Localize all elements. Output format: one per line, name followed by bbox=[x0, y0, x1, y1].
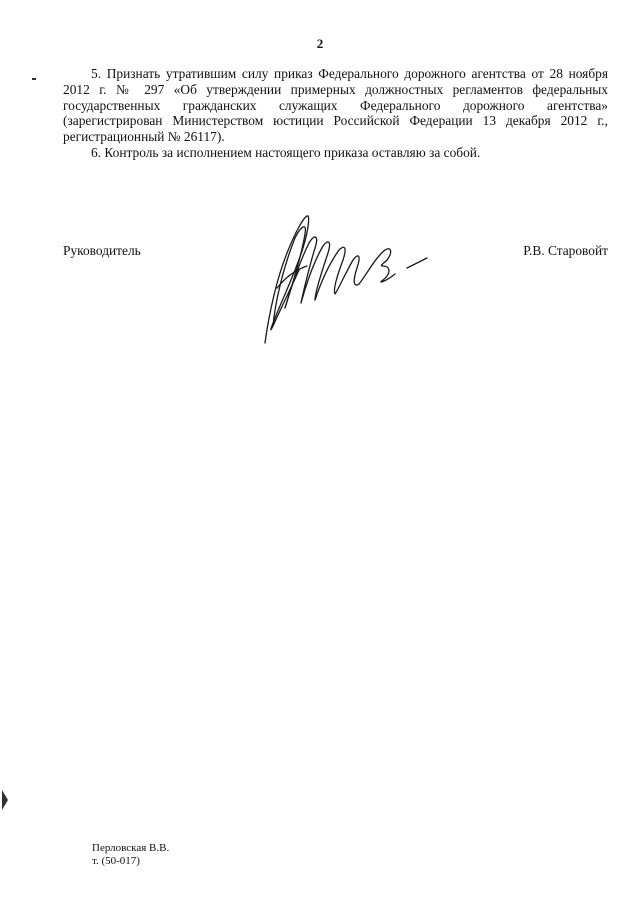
signatory-name: Р.В. Старовойт bbox=[523, 243, 608, 258]
signatory-title: Руководитель bbox=[63, 243, 141, 258]
scan-binding-mark bbox=[2, 790, 8, 810]
executor-phone: т. (50-017) bbox=[92, 855, 140, 867]
handwritten-signature bbox=[255, 208, 440, 353]
executor-block bbox=[92, 842, 169, 868]
document-body bbox=[63, 66, 608, 161]
scan-speck bbox=[32, 78, 36, 80]
page-number: 2 bbox=[316, 36, 324, 51]
executor-name: Перловская В.В. bbox=[92, 842, 170, 854]
paragraph-5: 5. Признать утратившим силу приказ Федерального дорожного агентства от 28 ноября 2012 г. № 297 «Об утверждении примерных должностных регламентов федеральных государственных гражданских служащих Федерального дорожного агентства» (зарегистрирован Министерством юстиции Российской Федерации 13 декабря 2012 г., регистрационный № 26117). bbox=[63, 66, 608, 145]
paragraph-6: 6. Контроль за исполнением настоящего приказа оставляю за собой. bbox=[91, 144, 481, 160]
